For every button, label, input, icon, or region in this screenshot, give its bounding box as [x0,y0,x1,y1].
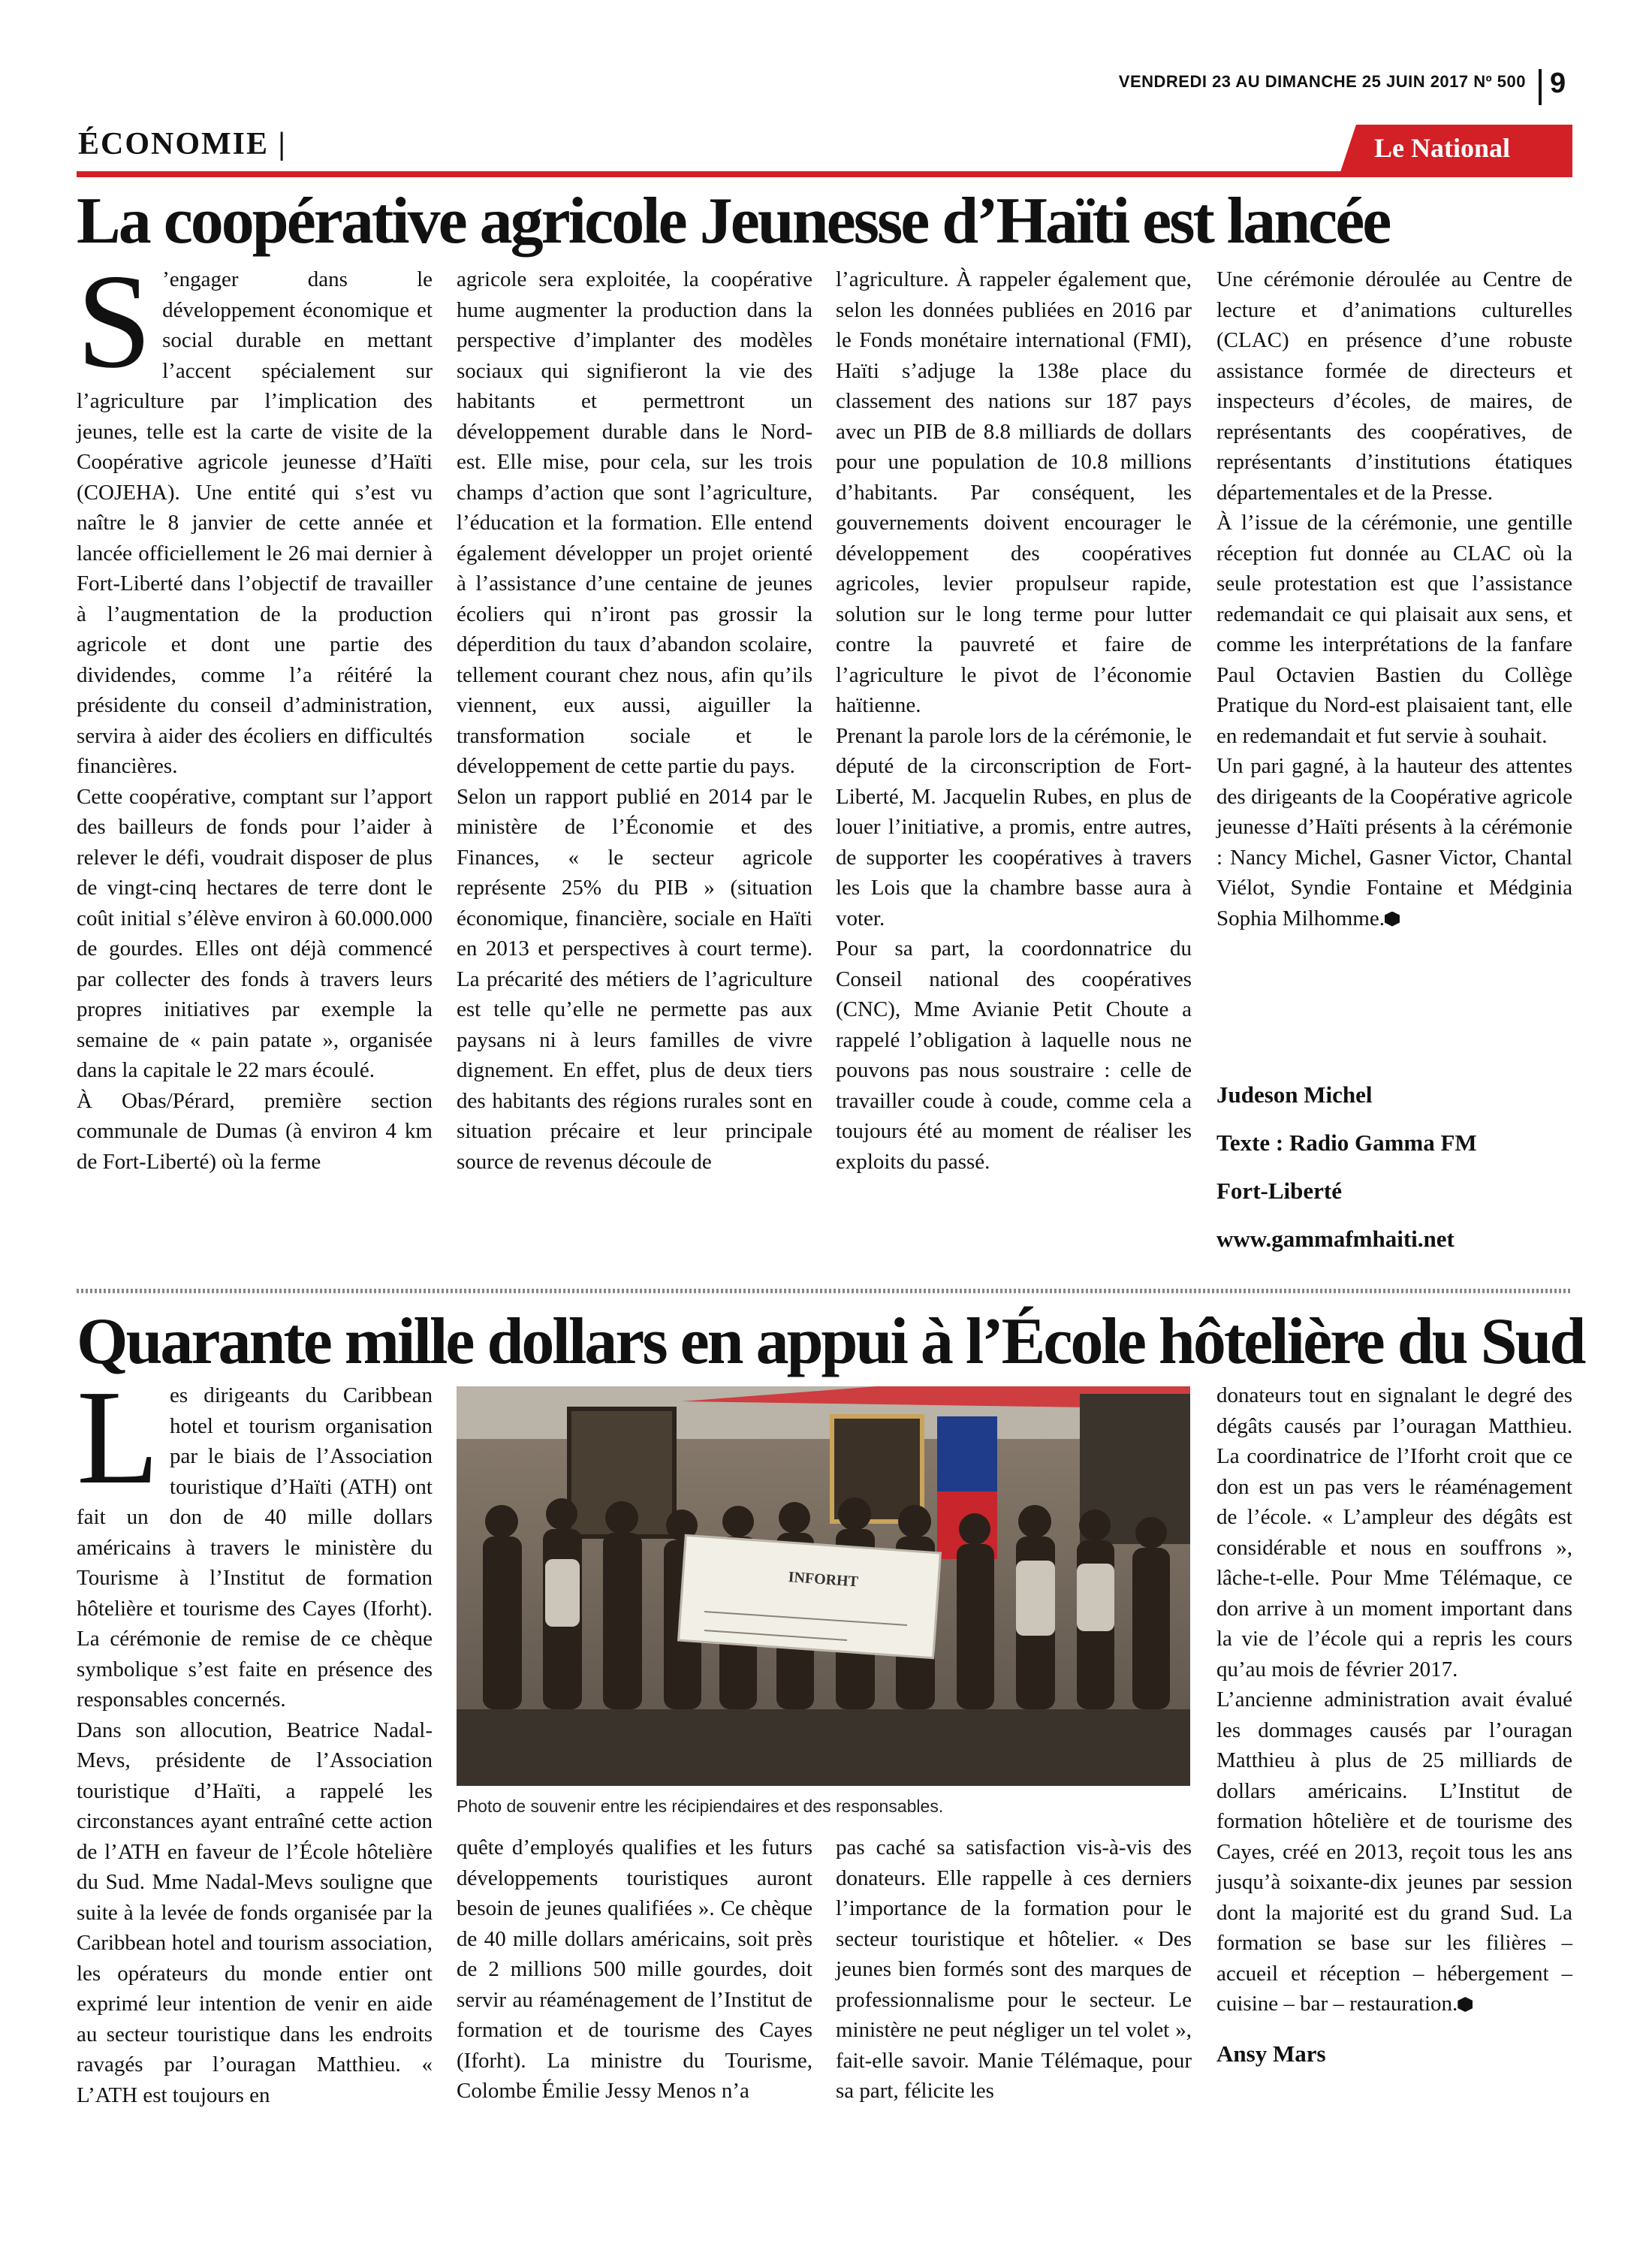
page-number-divider [1539,69,1542,105]
article1-drop-cap: S [77,246,152,396]
source-url: www.gammafmhaiti.net [1216,1226,1455,1252]
end-of-article-mark [1385,912,1400,927]
paragraph: agricole sera exploitée, la coopérative hume augmenter la production dans la perspective d’implanter des modèles sociaux qui signifieront la vie des habitants et permettront un développement durable dans le Nord-est. Elle mise, pour cela, sur les trois champs d’action que sont l’agriculture, l’éducation et la formation. Elle entend également développer un projet orienté à l’assistance d’une centaine de jeunes écoliers qui n’iront pas grossir la déperdition du taux d’abandon scolaire, tellement courant chez nous, afin qu’ils viennent, eux aussi, aiguiller la transformation sociale et le développement de cette partie du pays. [457,267,812,778]
paragraph: À l’issue de la cérémonie, une gentille réception fut donnée au CLAC où la seule protestation est que l’assistance redemandait ce qui plaisait aux sens, et comme les interprétations de la fanfare Paul Octavien Bastien du Collège Pratique du Nord-est plaisaient tant, elle en redemandait et fut servie à souhait. [1216,511,1572,748]
paragraph: Dans son allocution, Beatrice Nadal-Mevs, présidente de l’Association touristique d’Haïti, a rappelé les circonstances ayant entraîné cette action de l’ATH en faveur de l’École hôtelière du Sud. Mme Nadal-Mevs souligne que suite à la levée de fonds organisée par la Caribbean hotel and tourism association, les opérateurs du monde entier ont exprimé leur intention de venir en aide au secteur touristique dans les endroits ravagés par l’ouragan Matthieu. « L’ATH est toujours en [77,1718,433,2107]
page-number: 9 [1550,68,1566,99]
dateline: VENDREDI 23 AU DIMANCHE 25 JUIN 2017 Nº 500 [1118,72,1526,91]
paragraph: Prenant la parole lors de la cérémonie, le député de la circonscription de Fort-Liberté, M. Jacquelin Rubes, en plus de louer l’initiative, a promis, entre autres, de supporter les coopératives à travers les Lois que la chambre basse aura à voter. [836,723,1192,930]
paragraph: l’agriculture. À rappeler également que, selon les données publiées en 2016 par le Fonds monétaire international (FMI), Haïti s’adjuge la 138e place du classement des nations sur 187 pays avec un PIB de 8.8 milliards de dollars pour une population de 10.8 millions d’habitants. Par conséquent, les gouvernements doivent encourager le développement des coopératives agricoles, levier propulseur rapide, solution sur le long terme pour lutter contre la pauvreté et faire de l’agriculture le pivot de l’économie haïtienne. [836,267,1192,717]
paragraph: À Obas/Pérard, première section communale de Dumas (à environ 4 km de Fort-Liberté) où la ferme [77,1088,433,1174]
section-label: ÉCONOMIE | [78,127,287,161]
cheque-text: INFORHT [787,1568,859,1591]
article1-column-2 [457,264,812,1177]
author-name: Judeson Michel [1216,1081,1373,1108]
article1-byline [1216,1081,1572,1253]
dateline-place: Fort-Liberté [1216,1178,1342,1204]
paragraph: quête d’employés qualifies et les futurs développements touristiques auront besoin de jeunes qualifiées ». Ce chèque de 40 mille dollars américains, soit près de 2 millions 500 mille gourdes, doit servir au réaménagement de l’Institut de formation et de tourisme des Cayes (Iforht). La ministre du Tourisme, Colombe Émilie Jessy Menos n’a [457,1835,812,2103]
paragraph [1216,1684,1572,2019]
article2-column-3 [836,1832,1192,2107]
paragraph: Cette coopérative, comptant sur l’apport des bailleurs de fonds pour l’aider à relever le défi, voudrait disposer de plus de vingt-cinq hectares de terre dont le coût initial s’élève environ à 60.000.000 de gourdes. Elles ont déjà commencé par collecter des fonds à travers leurs propres initiatives par exemple la semaine de « pain patate », organisée dans la capitale le 22 mars écoulé. [77,784,433,1082]
article2-headline: Quarante mille dollars en appui à l’École hôtelière du Sud [77,1305,1584,1378]
brand-name: Le National [1374,133,1511,163]
article1-column-4 [1216,264,1572,933]
paragraph: Pour sa part, la coordonnatrice du Conseil national des coopératives (CNC), Mme Avianie Petit Choute a rappelé l’obligation à laquelle nous ne pouvons pas nous soustraire : celle de travailler coude à coude, comme cela a toujours été au moment de réaliser les exploits du passé. [836,936,1192,1174]
paragraph-text: Un pari gagné, à la hauteur des attentes des dirigeants de la Coopérative agricole jeunesse d’Haïti présents à la cérémonie : Nancy Michel, Gasner Victor, Chantal Viélot, Syndie Fontaine et Médginia Sophia Milhomme. [1216,754,1572,930]
photo-caption: Photo de souvenir entre les récipiendaires et des responsables. [457,1796,944,1816]
article1-column-3 [836,264,1192,1177]
group-photo-illustration [457,1386,1190,1786]
article2-column-1 [77,1362,433,2110]
author-name: Ansy Mars [1216,2040,1326,2067]
paragraph: ’engager dans le développement économique et social durable en mettant l’accent spécialement sur l’agriculture par l’implication des jeunes, telle est la carte de visite de la Coopérative agricole jeunesse d’Haïti (COJEHA). Une entité qui s’est vu naître le 8 janvier de cette année et lancée officiellement le 26 mai dernier à Fort-Liberté dans l’objectif de travailler à l’augmentation de la production agricole et dont une partie des dividendes, comme l’a réitéré la présidente du conseil d’administration, servira à aider des écoliers en difficultés financières. [77,267,433,778]
paragraph-text: L’ancienne administration avait évalué les dommages causés par l’ouragan Matthieu à plus de 25 milliards de dollars américains. L’Institut de formation hôtelière et de tourisme des Cayes, créé en 2013, reçoit tous les ans jusqu’à soixante-dix jeunes par session dont la majorité est du grand Sud. La formation se base sur les filières – accueil et réception – hébergement – cuisine – bar – restauration. [1216,1687,1572,2016]
ceremony-photo [457,1386,1190,1786]
article1-column-1 [77,246,433,1177]
section-rule [77,171,1572,177]
paragraph [1216,751,1572,933]
article2-drop-cap: L [77,1362,159,1512]
source-credit: Texte : Radio Gamma FM [1216,1130,1477,1156]
paragraph: donateurs tout en signalant le degré des dégâts causés par l’ouragan Matthieu. La coordinatrice de l’Iforht croit que ce don est un pas vers le réaménagement de l’école. « L’ampleur des dégâts est considérable et nous en souffrons », lâche-t-elle. Pour Mme Télémaque, ce don arrive à un moment important dans la vie de l’école qui a repris les cours qu’au mois de février 2017. [1216,1383,1572,1681]
paragraph: Selon un rapport publié en 2014 par le ministère de l’Économie et des Finances, « le secteur agricole représente 25% du PIB » (situation économique, financière, sociale en Haïti en 2013 et perspectives à court terme). La précarité des métiers de l’agriculture est telle qu’elle ne permette pas aux paysans ni à leurs familles de vivre dignement. En effet, plus de deux tiers des habitants des régions rurales sont en situation précaire et leur principale source de revenus découle de [457,784,812,1174]
paragraph: es dirigeants du Caribbean hotel et tourism organisation par le biais de l’Association touristique d’Haïti (ATH) ont fait un don de 40 mille dollars américains à travers le ministère du Tourisme à l’Institut de formation hôtelière et tourisme des Cayes (Iforht). La cérémonie de remise de ce chèque symbolique s’est faite en présence des responsables concernés. [77,1383,433,1712]
article1-headline: La coopérative agricole Jeunesse d’Haïti est lancée [77,185,1390,258]
paragraph: pas caché sa satisfaction vis-à-vis des donateurs. Elle rappelle à ces derniers l’importance de la formation pour le secteur touristique et hôtelier. « Des jeunes bien formés sont des marques de professionnalisme pour le secteur. Le ministère ne peut négliger un tel volet », fait-elle savoir. Manie Télémaque, pour sa part, félicite les [836,1835,1192,2103]
article2-column-4 [1216,1380,1572,2069]
article2-column-2 [457,1832,812,2107]
end-of-article-mark [1458,1997,1473,2012]
paragraph: Une cérémonie déroulée au Centre de lecture et d’animations culturelles (CLAC) en présence d’une robuste assistance formée de directeurs et inspecteurs d’écoles, de maires, de représentants des coopératives, de représentants d’institutions étatiques départementales et de la Presse. [1216,267,1572,505]
article-divider [77,1289,1572,1293]
